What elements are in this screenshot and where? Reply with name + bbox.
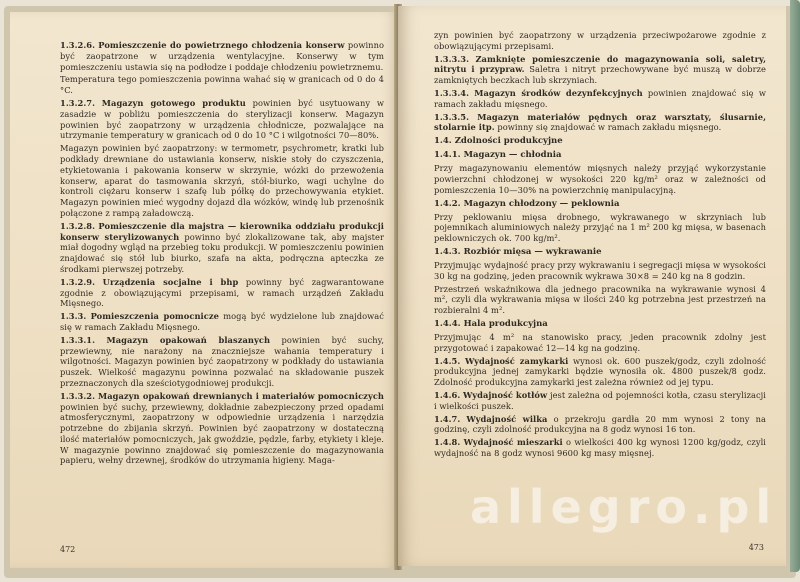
section-number: 1.3.2.6. xyxy=(60,40,96,50)
paragraph xyxy=(434,437,766,459)
paragraph-text: Przestrzeń wskaźnikowa dla jednego pracownika na wykrawanie wynosi 4 m², czyli dla wykrawania mięsa w ilości 240 kg potrzebna jest przestrzeń na rozbieralni 4 m². xyxy=(434,283,766,316)
section-number: 1.4.1. xyxy=(434,150,461,161)
section-number: 1.3.2.8. xyxy=(60,220,96,231)
section-number: 1.4.3. xyxy=(434,246,461,257)
section-title: Magazyn chłodzony — peklownia xyxy=(463,198,620,209)
paragraph xyxy=(434,319,766,330)
paragraph xyxy=(60,335,384,389)
section-number: 1.3.3.1. xyxy=(60,334,96,345)
section-number: 1.4.4. xyxy=(434,318,461,329)
paragraph-text: Temperatura tego pomieszczenia powinna wahać się w granicach od 0 do 4 °C. xyxy=(60,74,384,96)
section-title: Urządzenia socjalne i bhp xyxy=(102,276,239,287)
paragraph xyxy=(434,356,766,388)
right-page xyxy=(398,6,786,566)
section-title: Wydajność zamykarki xyxy=(464,355,569,366)
section-title: Wydajność wilka xyxy=(466,413,548,424)
paragraph xyxy=(60,391,384,467)
section-title: Pomieszczenia pomocnicze xyxy=(90,311,219,322)
paragraph-text: powinny się znajdować w ramach zakładu mięsnego. xyxy=(494,122,722,133)
section-title: Magazyn opakowań blaszanych xyxy=(106,334,271,345)
paragraph xyxy=(434,390,766,412)
section-number: 1.4.7. xyxy=(434,413,461,424)
watermark: allegro.pl xyxy=(470,480,778,534)
section-title: Pomieszczenie do powietrznego chłodzenia konserw xyxy=(98,40,345,50)
section-number: 1.4.2. xyxy=(434,198,461,209)
paragraph-text: Magazyn powinien być zaopatrzony: w termometr, psychrometr, kratki lub podkłady drewniane do ustawiania konserw, niskie stoły do czyszczenia, etykietowania i pakowania konserw w skrzynie, wózki do przewożenia konserw, aparat do tasmowania skrzyń, stół-biurko, wagi uchylne do kontroli ciężaru konserw i szafę lub półkę do przechowywania etykiet. Magazyn powinien mieć wygodny dojazd dla wózków, windę lub przenośnik połączone z rampą załadowczą. xyxy=(60,143,384,218)
section-title: Wydajność mieszarki xyxy=(463,437,563,448)
paragraph-text: powinien być suchy, przewiewny, nie narażony na znaczniejsze wahania temperatury i wilgotności. Magazyn powinien być zaopatrzony w podkłady do ustawiania puszek. Wielkość magazynu powinna pozwalać na składowanie puszek przeznaczonych dla sześciotygodniowej produkcji. xyxy=(60,334,385,388)
section-number: 1.3.3.4. xyxy=(434,87,470,98)
paragraph xyxy=(434,163,766,195)
section-number: 1.3.3.5. xyxy=(434,111,470,122)
paragraph xyxy=(60,311,384,333)
paragraph-text: powinien być suchy, przewiewny, dokładnie zabezpieczony przed opadami atmosferycznymi, zaopatrzony w odpowiednie urządzenia i narzędzia potrzebne do zbijania skrzyń. Powinien być zaopatrzony w dostateczną ilość materiałów pomocniczych, jak gwoździe, pędzle, farby, etykiety i kleje. W magazynie powinno znajdować się pomieszczenie do magazynowania papieru, wełny drzewnej, środków do utrzymania higieny. Maga- xyxy=(60,401,384,466)
paragraph xyxy=(60,98,384,141)
section-number: 1.3.2.9. xyxy=(60,276,96,287)
paragraph xyxy=(434,260,766,282)
paragraph-text: powinien znajdować się w ramach zakładu mięsnego. xyxy=(434,87,766,109)
paragraph-text: powinny być zagwarantowane zgodnie z obowiązującymi przepisami, w ramach urządzeń Zakładu Mięsnego. xyxy=(60,276,384,309)
paragraph-text: Przy peklowaniu mięsa drobnego, wykrawanego w skrzyniach lub pojemnikach aluminiowych należy przyjąć na 1 m² 200 kg mięsa, w basenach peklowniczych ok. 700 kg/m². xyxy=(434,211,766,244)
paragraph xyxy=(434,212,766,244)
paragraph xyxy=(60,40,384,72)
page-number-right: 473 xyxy=(748,543,764,552)
paragraph-text: Przy magazynowaniu elementów mięsnych należy przyjąć wykorzystanie powierzchni chłodzonej w wysokości 220 kg/m² oraz w zależności od pomieszczenia 10—30% na powierzchnię manipulacyjną. xyxy=(434,163,766,195)
section-number: 1.4.6. xyxy=(434,389,461,400)
paragraph xyxy=(434,332,766,354)
paragraph xyxy=(434,88,766,110)
paragraph xyxy=(434,150,766,161)
section-title: Magazyn materiałów pędnych oraz warsztaty, ślusarnie, stolarnie itp. xyxy=(434,111,767,133)
left-page-text xyxy=(60,40,384,466)
paragraph-text: jest zależna od pojemności kotła, czasu sterylizacji i wielkości puszek. xyxy=(434,389,767,411)
paragraph-text: Przyjmując 4 m² na stanowisko pracy, jeden pracownik zdolny jest przygotować i zapakować 12—14 kg na godzinę. xyxy=(434,331,766,353)
paragraph xyxy=(434,112,766,134)
section-number: 1.4.5. xyxy=(434,355,461,366)
section-title: Magazyn gotowego produktu xyxy=(101,97,246,108)
paragraph xyxy=(60,143,384,219)
paragraph xyxy=(60,277,384,309)
paragraph-text: Saletra i nitryt przechowywane być muszą w dobrze zamkniętych beczkach lub skrzyniach. xyxy=(434,64,766,86)
paragraph-text: Przyjmując wydajność pracy przy wykrawaniu i segregacji mięsa w wysokości 30 kg na godzinę, jeden pracownik wykrawa 30×8 = 240 kg na 8 godzin. xyxy=(434,259,766,281)
paragraph xyxy=(434,284,766,316)
book-cover-edge xyxy=(790,0,800,572)
paragraph-text: o przekroju gardła 20 mm wynosi 2 tony na godzinę, czyli zdolność produkcyjna na 8 godz wynosi 16 ton. xyxy=(434,413,766,435)
left-page xyxy=(10,12,398,568)
page-number-left: 472 xyxy=(60,545,76,554)
paragraph-text: mogą być wydzielone lub znajdować się w ramach Zakładu Mięsnego. xyxy=(60,311,385,332)
paragraph xyxy=(434,414,766,436)
paragraph xyxy=(434,247,766,258)
section-title: Zamknięte pomieszczenie do magazynowania soli, saletry, nitrytu i przypraw. xyxy=(434,53,767,75)
right-page-text xyxy=(434,30,766,459)
section-title: Rozbiór mięsa — wykrawanie xyxy=(463,246,602,257)
section-number: 1.4. xyxy=(434,136,452,147)
section-title: Hala produkcyjna xyxy=(463,318,548,329)
paragraph xyxy=(434,54,766,86)
paragraph-text: powinien być usytuowany w zasadzie w pobliżu pomieszczenia do sterylizacji konserw. Magazyn powinien być zaopatrzony w urządzenia chłodnicze, pozwalające na utrzymanie temperatury w granicach od 0 do 10 °C i wilgotności 70—80%. xyxy=(60,97,384,141)
paragraph xyxy=(434,30,766,52)
section-title: Wydajność kotłów xyxy=(463,389,548,400)
section-number: 1.3.3. xyxy=(60,311,87,322)
section-number: 1.3.3.2. xyxy=(60,390,96,401)
paragraph-text: zyn powinien być zaopatrzony w urządzenia przeciwpożarowe zgodnie z obowiązującymi przepisami. xyxy=(434,30,766,51)
paragraph-text: o wielkości 400 kg wynosi 1200 kg/godz, czyli wydajność na 8 godz wynosi 9600 kg masy mięsnej. xyxy=(434,437,766,458)
paragraph xyxy=(60,221,384,275)
section-title: Zdolności produkcyjne xyxy=(454,136,563,147)
paragraph-text: powinno być zaopatrzone w urządzenia wentylacyjne. Konserwy w tym pomieszczeniu ustawia się na podłodze i poddaje chłodzeniu powietrznemu. xyxy=(60,40,385,72)
section-number: 1.4.8. xyxy=(434,437,461,448)
section-number: 1.3.3.3. xyxy=(434,53,470,64)
section-title: Magazyn środków dezynfekcyjnych xyxy=(474,87,643,98)
section-title: Pomieszczenie dla majstra — kierownika oddziału produkcji konserw sterylizowanych xyxy=(60,220,384,242)
section-title: Magazyn — chłodnia xyxy=(463,150,562,161)
paragraph xyxy=(434,136,766,147)
paragraph xyxy=(60,74,384,96)
paragraph-text: powinno być zlokalizowane tak, aby majster miał dogodny wgląd na przebieg toku produkcji. W pomieszczeniu powinien znajdować się stół lub biurko, szafa na akta, podręczna apteczka ze środkami pierwszej potrzeby. xyxy=(60,231,385,274)
paragraph-text: wynosi ok. 600 puszek/godz, czyli zdolność produkcyjna jednej zamykarki będzie wynosiła ok. 4800 puszek/8 godz. Zdolność produkcyjna zamykarki jest zależna również od jej typu. xyxy=(434,355,766,388)
section-title: Magazyn opakowań drewnianych i materiałów pomocniczych xyxy=(97,390,384,401)
section-number: 1.3.2.7. xyxy=(60,97,96,108)
paragraph xyxy=(434,199,766,210)
